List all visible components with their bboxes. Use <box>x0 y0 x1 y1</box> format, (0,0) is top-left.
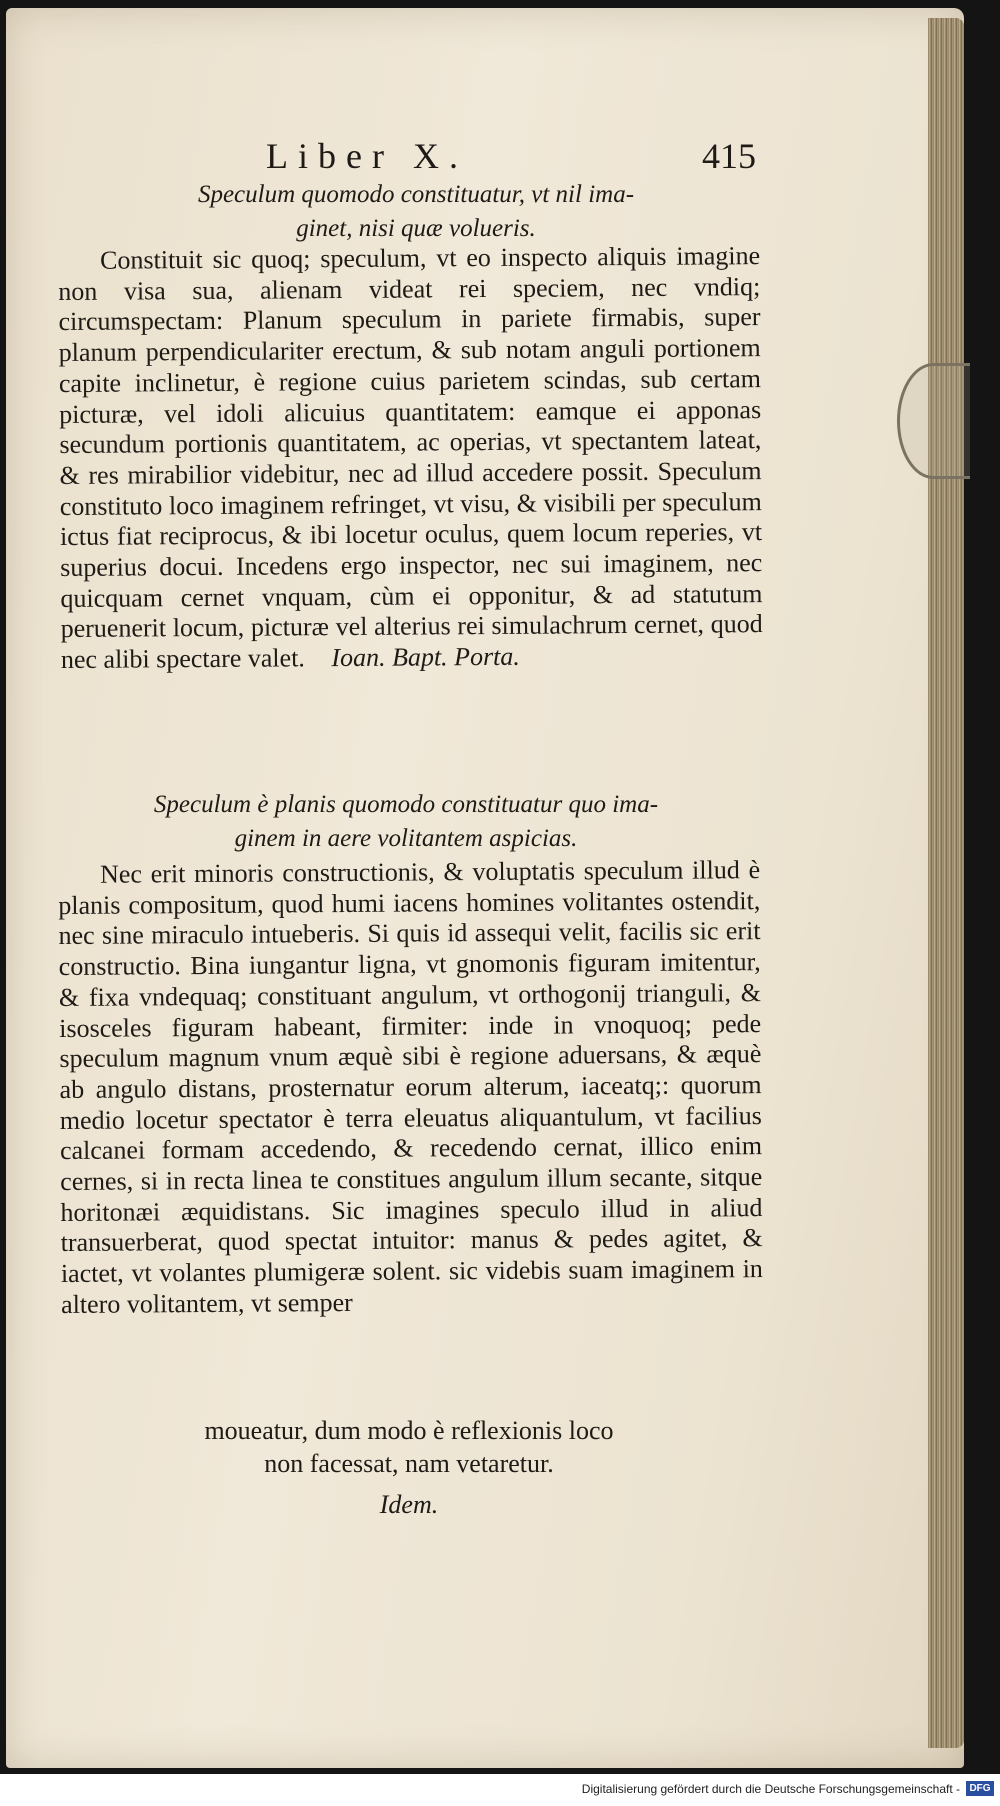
section2-text: Nec erit minoris constructionis, & voluptatis speculum illud è planis compositum, quod humi iacens homines volitantes ostendit, nec sine miraculo intueberis. Si quis id assequi velit, facilis sic erit constructio. Bina iungantur ligna, vt gnomonis figuram imitentur, & fixa vndequaq; constituant angulum, vt orthogonij trianguli, & isosceles figuram habeant, firmiter: inde in vnoquoq; pede speculum magnum vnum æquè sibi è regione aduersans, & æquè ab angulo distans, prosternatur eorum alterum, iaceatq;: quorum medio locetur spectator è terra eleuatus aliquantulum, vt facilius calcanei formam accedendo, & recedendo cernat, illico enim cernes, si in recta linea te constitues angulum illum secante, sitque horitonæi æquidistans. Sic imagines speculo illud in aliud transuerberat, quod spectat intuitor: manus & pedes agitet, & iactet, vt volantes plumigeræ solent. sic videbis suam imaginem in altero volitantem, vt semper <box>58 855 763 1319</box>
running-title: Liber X. <box>266 136 468 176</box>
section1-body <box>58 241 763 676</box>
section1-text: Constituit sic quoq; speculum, vt eo inspecto aliquis imagine non visa sua, alienam videat rei speciem, nec vndiq; circumspectam: Planum speculum in pariete firmabis, super planum perpendiculariter erectum, & sub notam anguli portionem capite inclinetur, è regione cuius parietem scindas, sub certam picturæ, vel idoli alicuius quantitatem: eamque ei apponas secundum portionis quantitatem, ac operias, vt spectantem lateat, & res mirabilior videbitur, nec ad illud accedere possit. Speculum constituto loco imaginem refringet, vt visu, & visibili per speculum ictus fiat reciprocus, & ibi locetur oculus, quem locum reperies, vt superius docui. Incedens ergo inspector, nec sui imaginem, nec quicquam cernet vnquam, cùm ei opponitur, & ad statutum peruenerit locum, picturæ vel alterius rei simulachrum cernet, quod nec alibi spectare valet. <box>58 241 763 675</box>
digitization-footer <box>0 1774 1000 1806</box>
book-page <box>6 8 964 1768</box>
section2-tail-line1: moueatur, dum modo è reflexionis loco <box>204 1416 614 1445</box>
section2-heading <box>96 788 716 856</box>
section1-heading <box>106 178 726 246</box>
section2-attribution: Idem. <box>379 1490 439 1519</box>
section2-body <box>58 855 763 1320</box>
section1-heading-line1: Speculum quomodo constituatur, vt nil ima- <box>197 181 635 208</box>
page-number: 415 <box>702 136 756 176</box>
page-edges <box>928 18 964 1748</box>
section2-heading-line1: Speculum è planis quomodo constituatur quo ima- <box>153 791 659 818</box>
section1-heading-line2: ginet, nisi quæ volueris. <box>296 215 536 242</box>
section2-tail-line2: non facessat, nam vetaretur. <box>264 1449 554 1478</box>
section2-heading-line2: ginem in aere volitantem aspicias. <box>234 825 578 852</box>
section1-attribution: Ioan. Bapt. Porta. <box>331 641 520 673</box>
book-clasp <box>897 363 970 479</box>
dfg-logo-icon: DFG <box>966 1781 994 1796</box>
footer-credit: Digitalisierung gefördert durch die Deutsche Forschungsgemeinschaft - <box>581 1782 960 1796</box>
